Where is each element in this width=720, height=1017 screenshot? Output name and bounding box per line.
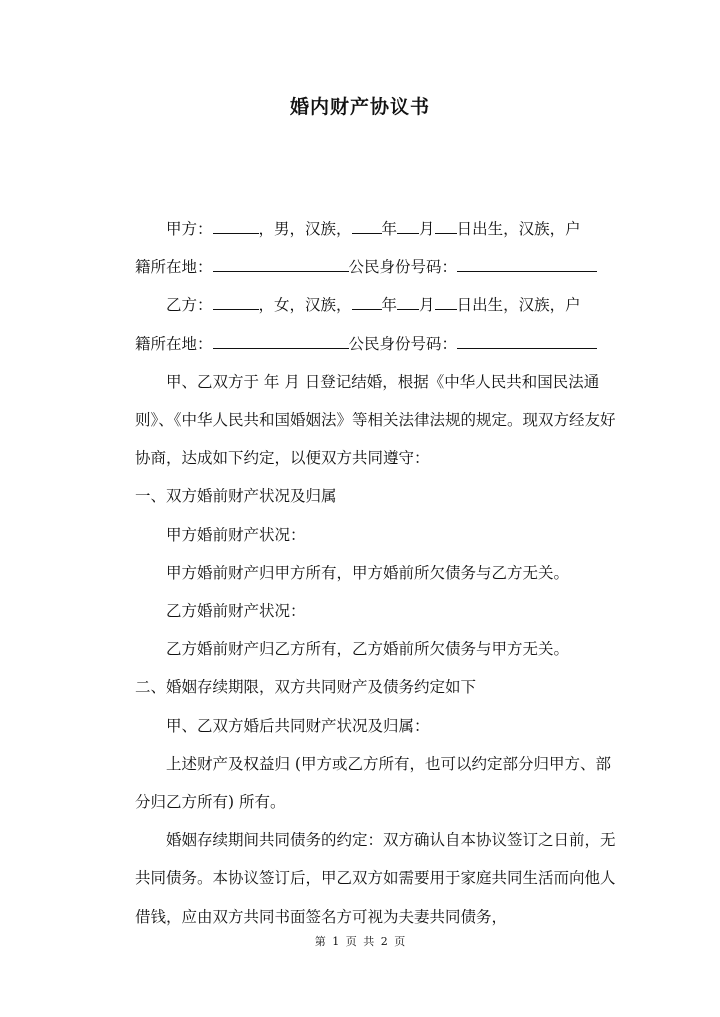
party-b-gender: ，女，汉族， — [258, 296, 352, 315]
party-a-name-blank — [213, 232, 259, 234]
party-b-year-label: 年 — [381, 296, 398, 315]
party-b-residence-blank — [213, 347, 349, 349]
document-title: 婚内财产协议书 — [289, 96, 430, 118]
party-a-gender: ，男，汉族， — [258, 220, 352, 238]
party-a-residence-line — [135, 248, 617, 286]
party-b-day-blank — [435, 308, 457, 310]
party-a-year-blank — [352, 232, 382, 234]
party-a-month-label: 月 — [419, 220, 435, 238]
party-a-birth-label: 日出生，汉族，户 — [456, 220, 581, 238]
party-a-id-label: 公民身份号码： — [348, 258, 458, 277]
party-b-id-label: 公民身份号码： — [348, 334, 458, 353]
party-b-name-blank — [213, 308, 259, 310]
party-b-prefix: 乙方： — [166, 296, 213, 315]
section1-b-label: 乙方婚前财产状况： — [166, 602, 306, 621]
party-a-prefix: 甲方： — [166, 220, 213, 238]
section1-a-label: 甲方婚前财产状况： — [166, 525, 306, 544]
party-a-id-blank — [457, 270, 597, 272]
section2-debt-text: 婚姻存续期间共同债务的约定：双方确认自本协议签订之日前，无共同债务。本协议签订后，甲乙双方如需要用于家庭共同生活而向他人借钱，应由双方共同书面签名方可视为夫妻共同债务， — [135, 831, 616, 926]
party-a-residence-blank — [213, 270, 349, 272]
party-a-year-label: 年 — [381, 220, 398, 238]
section1-heading: 一、双方婚前财产状况及归属 — [135, 487, 337, 506]
marriage-paragraph: 甲、乙双方于 年 月 日登记结婚，根据《中华人民共和国民法通则》、《中华人民共和国婚姻法》等相关法律法规的规定。现双方经友好协商，达成如下约定，以便双方共同遵守： — [135, 372, 616, 468]
party-a-day-blank — [435, 232, 457, 234]
document-body — [135, 210, 617, 936]
party-a-residence-label: 籍所在地： — [135, 258, 213, 277]
party-b-month-label: 月 — [419, 296, 435, 315]
section1-a-text: 甲方婚前财产归甲方所有，甲方婚前所欠债务与乙方无关。 — [166, 563, 570, 582]
party-a-line — [135, 210, 617, 248]
page-footer: 第 1 页 共 2 页 — [314, 935, 406, 948]
party-b-month-blank — [397, 308, 419, 310]
section1-b-text: 乙方婚前财产归乙方所有，乙方婚前所欠债务与甲方无关。 — [166, 640, 570, 659]
party-b-residence-label: 籍所在地： — [135, 334, 213, 353]
party-b-line — [135, 286, 617, 324]
section2-joint-text: 上述财产及权益归 (甲方或乙方所有，也可以约定部分归甲方、部分归乙方所有) 所有。 — [135, 754, 611, 812]
party-a-month-blank — [397, 232, 419, 234]
section2-heading: 二、婚姻存续期限，双方共同财产及债务约定如下 — [135, 678, 477, 697]
party-b-id-blank — [457, 347, 597, 349]
section2-joint-label: 甲、乙双方婚后共同财产状况及归属： — [166, 716, 430, 735]
party-b-birth-label: 日出生，汉族，户 — [456, 296, 581, 315]
party-b-year-blank — [352, 308, 382, 310]
party-b-residence-line — [135, 325, 617, 363]
